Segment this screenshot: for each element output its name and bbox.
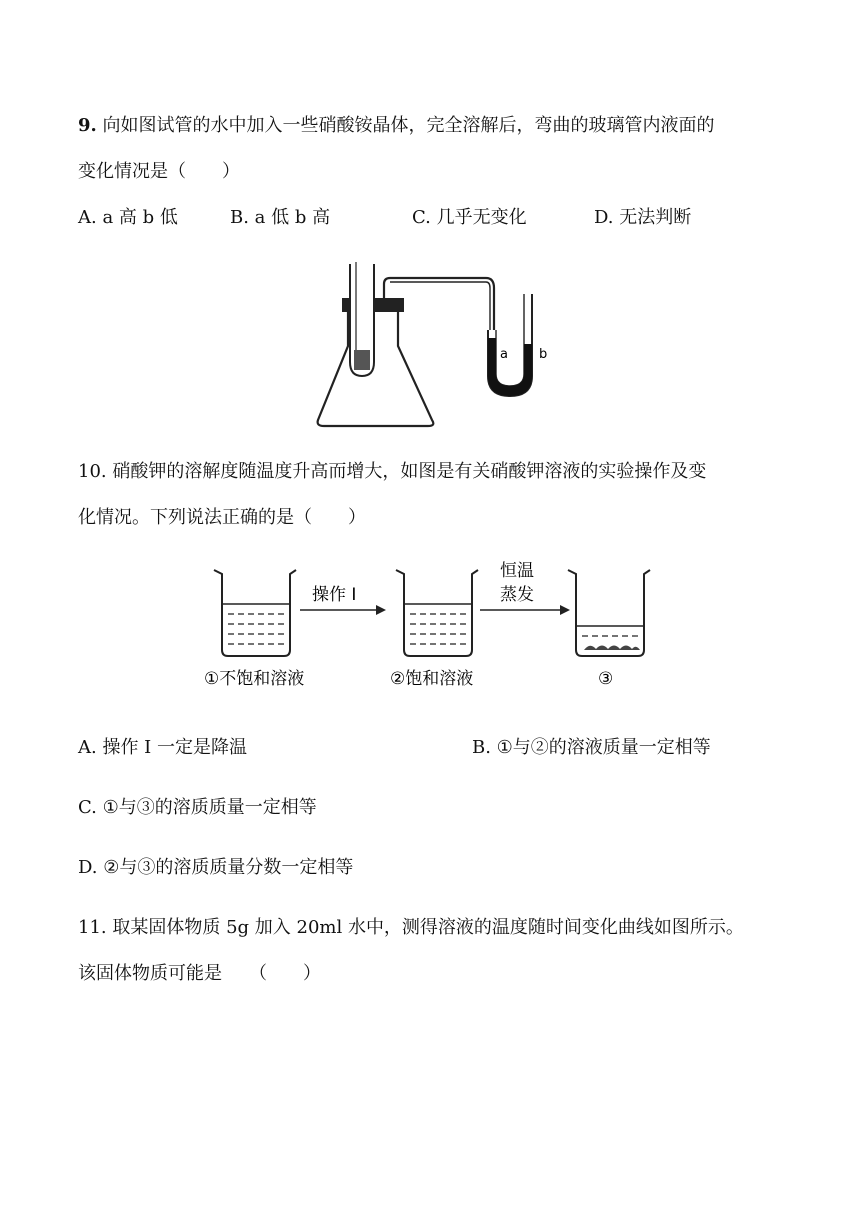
- beaker-3-label: ③: [598, 669, 614, 689]
- beaker-1-label: ①不饱和溶液: [204, 669, 305, 689]
- q9-option-c: C. 几乎无变化: [412, 207, 527, 228]
- q9-option-d: D. 无法判断: [594, 207, 692, 228]
- beaker-2: [396, 570, 478, 656]
- arrow-1-label: 操作 I: [312, 585, 357, 605]
- q10-option-d: D. ②与③的溶质质量分数一定相等: [78, 857, 354, 878]
- arrow-2-label-top: 恒温: [500, 561, 534, 581]
- q10-stem-line1: 10. 硝酸钾的溶解度随温度升高而增大，如图是有关硝酸钾溶液的实验操作及变: [78, 461, 707, 482]
- q10-option-b: B. ①与②的溶液质量一定相等: [472, 737, 711, 758]
- crystals: [584, 646, 640, 651]
- q9-apparatus-figure: [310, 258, 570, 430]
- beaker-1: [214, 570, 296, 656]
- q10-option-a: A. 操作 I 一定是降温: [78, 737, 247, 758]
- q11-stem-line1: 11. 取某固体物质 5g 加入 20ml 水中，测得溶液的温度随时间变化曲线如图所示。: [78, 917, 744, 938]
- q9-stem-text: 向如图试管的水中加入一些硝酸铵晶体，完全溶解后，弯曲的玻璃管内液面的: [102, 115, 715, 136]
- q9-number: 9.: [78, 115, 97, 136]
- q11-stem-line2: 该固体物质可能是 （ ）: [78, 963, 321, 984]
- label-a: a: [500, 347, 508, 362]
- q10-stem-line2: 化情况。下列说法正确的是（ ）: [78, 507, 366, 528]
- q9-option-b: B. a 低 b 高: [230, 207, 331, 228]
- flask-outline: [318, 310, 434, 426]
- label-b: b: [539, 347, 548, 362]
- arrow-2-label-bottom: 蒸发: [500, 585, 534, 605]
- u-tube-inner: [496, 294, 524, 386]
- q9-stem-line2: 变化情况是（ ）: [78, 161, 240, 182]
- q10-beaker-figure: [200, 552, 660, 692]
- beaker-3: [568, 570, 650, 656]
- q9-option-a: A. a 高 b 低: [78, 207, 178, 228]
- u-tube-liquid: [488, 338, 532, 396]
- q9-stem-line1: [78, 114, 715, 138]
- q10-option-c: C. ①与③的溶质质量一定相等: [78, 797, 317, 818]
- beaker-2-label: ②饱和溶液: [390, 669, 474, 689]
